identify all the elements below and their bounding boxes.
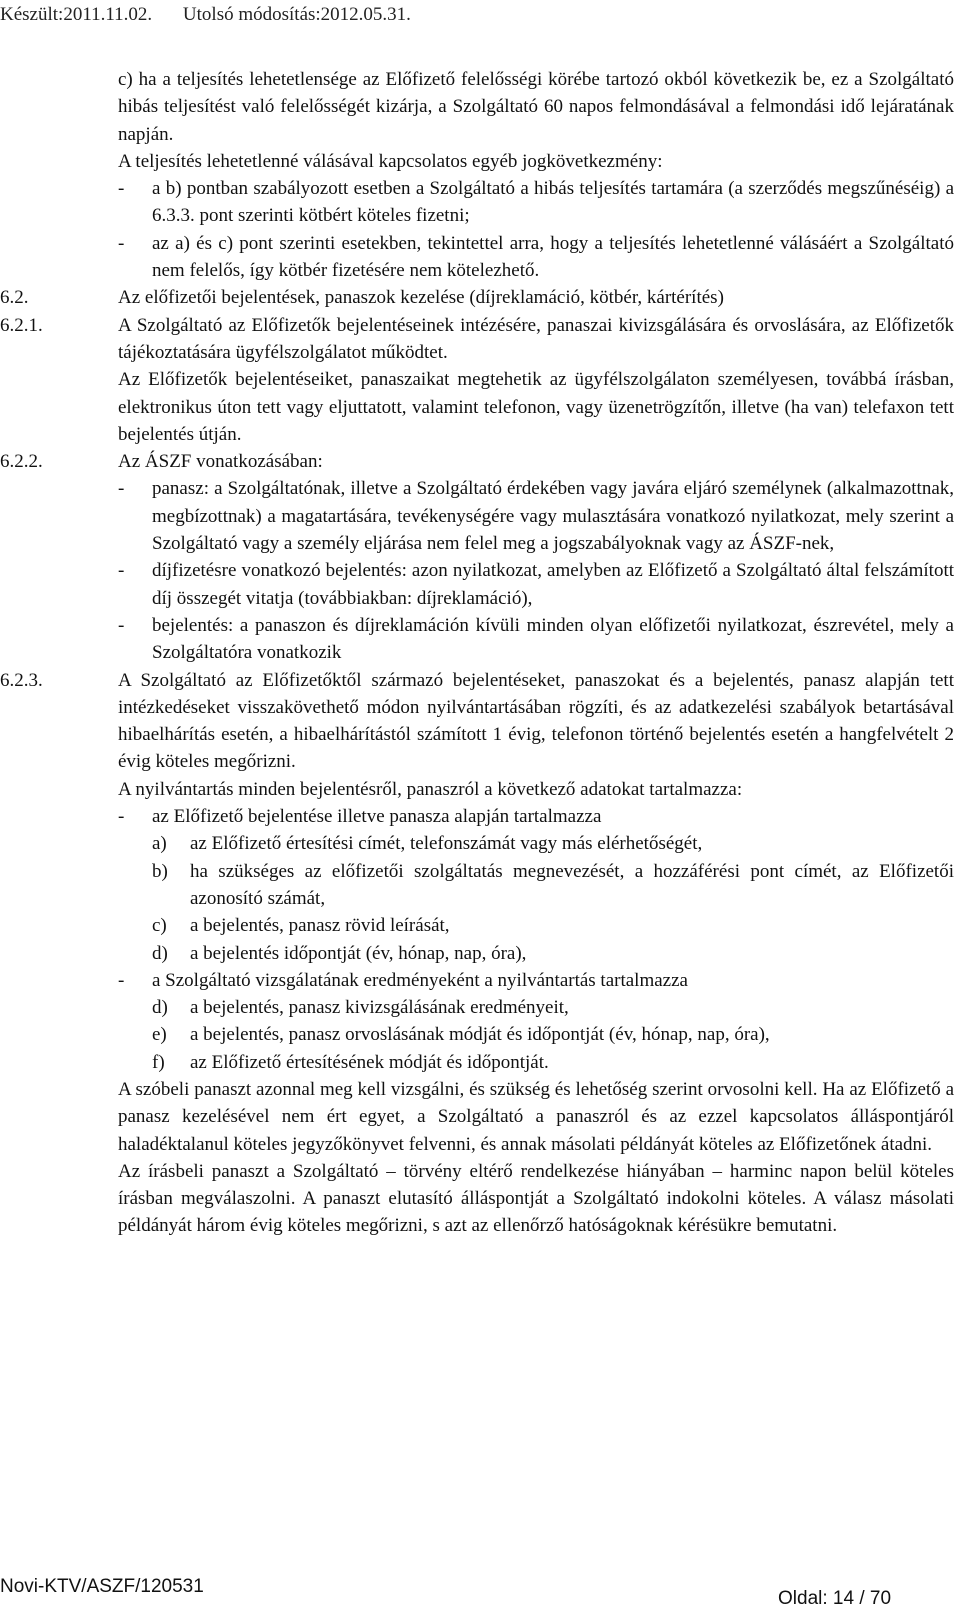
- written-complaint-paragraph: Az írásbeli panaszt a Szolgáltató – törvény eltérő rendelkezése hiányában – harminc napon belül köteles írásban megválaszolni. A panaszt elutasító álláspontját a Szolgáltató indokolni köteles. A válasz másolati példányát három évig köteles megőrizni, s azt az ellenőrző hatóságoknak kérésükre bemutatni.: [118, 1160, 954, 1237]
- section-text: A Szolgáltató az Előfizetőktől származó bejelentéseket, panaszokat és a bejelentés, panasz alapján tett intézkedéseket visszakövethető módon nyilvántartásában rögzíti, és az adatkezelési szabályok betartásával hibaelhárítás esetén, a hibaelhárítástól számított 1 évig, telefonon történő bejelentés esetén a hangfelvételt 2 évig köteles megőrizni.: [118, 669, 954, 773]
- list-item: - a b) pontban szabályozott esetben a Szolgáltató a hibás teljesítés tartamára (a szerződés megszűnéséig) a 6.3.3. pont szerinti kötbért köteles fizetni;: [118, 175, 954, 230]
- section-number: 6.2.3.: [0, 669, 43, 691]
- paragraph-c: c) ha a teljesítés lehetetlensége az Előfizető felelősségi körébe tartozó okból következik be, ez a Szolgáltató hibás teljesítést való felelősségét kizárja, a Szolgáltató 60 napos felmondásával a felmondási idő lejáratának napján.: [118, 69, 954, 145]
- section-number: 6.2.: [0, 287, 29, 309]
- list-item: b) ha szükséges az előfizetői szolgáltatás megnevezését, a hozzáférési pont címét, az Előfizetői azonosító számát,: [152, 860, 954, 909]
- list-item: e) a bejelentés, panasz orvoslásának módját és időpontját (év, hónap, nap, óra),: [152, 1024, 770, 1046]
- section-6-2-2: [0, 448, 954, 475]
- list-item: d) a bejelentés, panasz kivizsgálásának eredményeit,: [152, 997, 569, 1019]
- section-6-2: [0, 284, 954, 311]
- page-header: [0, 4, 437, 26]
- definition-dijreklamacio: díjfizetésre vonatkozó bejelentés: azon nyilatkozat, amelyben az Előfizető a Szolgáltató által felszámított díj összegét vitatja (továbbiakban: díjreklamáció),: [152, 560, 954, 609]
- section-number: 6.2.2.: [0, 451, 43, 473]
- register-group-1: az Előfizető bejelentése illetve panasza alapján tartalmazza: [152, 806, 602, 828]
- section-6-2-3: [0, 667, 954, 776]
- list-item: - panasz: a Szolgáltatónak, illetve a Szolgáltató érdekében vagy javára eljáró személynek (alkalmazottnak, megbízottnak) a magatartására, tevékenységére vagy mulasztására vonatkozó nyilatkozat, mely szerint a Szolgáltató vagy a személy eljárása nem felel meg a jogszabályoknak vagy az ÁSZF-nek,: [118, 475, 954, 557]
- section-text: A Szolgáltató az Előfizetők bejelentéseinek intézésére, panaszai kivizsgálására és orvoslására, az Előfizetők tájékoztatására ügyfélszolgálatot működtet.: [118, 314, 954, 363]
- definition-bejelentes: bejelentés: a panaszon és díjreklamáción kívüli minden olyan előfizetői nyilatkozat, észrevétel, mely a Szolgáltatóra vonatkozik: [152, 614, 954, 664]
- list-item: - az a) és c) pont szerinti esetekben, tekintettel arra, hogy a teljesítés lehetetlenné válásáért a Szolgáltató nem felelős, így kötbér fizetésére nem kötelezhető.: [118, 230, 954, 285]
- list-item: a) az Előfizető értesítési címét, telefonszámát vagy más elérhetőségét,: [152, 833, 703, 855]
- modified-date: Utolsó módosítás:2012.05.31.: [182, 4, 411, 25]
- consequence-intro: A teljesítés lehetetlenné válásával kapcsolatos egyéb jogkövetkezmény:: [118, 150, 663, 172]
- list-item: d) a bejelentés időpontját (év, hónap, nap, óra),: [152, 942, 527, 964]
- list-item: f) az Előfizető értesítésének módját és időpontját.: [152, 1051, 549, 1073]
- created-date: Készült:2011.11.02.: [0, 4, 153, 25]
- oral-complaint-paragraph: A szóbeli panaszt azonnal meg kell vizsgálni, és szükség és lehetőség szerint orvosolni kell. Ha az Előfizető a panasz kezelésével nem ért egyet, a Szolgáltató a panaszról és az ezzel kapcsolatos álláspontjáról haladéktalanul köteles jegyzőkönyvet felvenni, és annak másolati példányát köteles az Előfizetőnek átadni.: [118, 1078, 954, 1155]
- consequence-2: az a) és c) pont szerinti esetekben, tekintettel arra, hogy a teljesítés lehetetlenné válásáért a Szolgáltató nem felelős, így kötbér fizetésére nem kötelezhető.: [152, 232, 954, 282]
- section-number: 6.2.1.: [0, 314, 43, 336]
- definition-panasz: panasz: a Szolgáltatónak, illetve a Szolgáltató érdekében vagy javára eljáró személynek (alkalmazottnak, megbízottnak) a magatartására, tevékenységére vagy mulasztására vonatkozó nyilatkozat, mely szerint a Szolgáltató vagy a személy eljárása nem felel meg a jogszabályoknak vagy az ÁSZF-nek,: [152, 478, 954, 555]
- document-body: [0, 66, 954, 1240]
- page-number: Oldal: 14 / 70: [778, 1588, 892, 1609]
- list-item: c) a bejelentés, panasz rövid leírását,: [152, 915, 450, 937]
- section-text: Az ÁSZF vonatkozásában:: [118, 451, 323, 473]
- section-6-2-1-text2: Az Előfizetők bejelentéseiket, panaszaikat megtehetik az ügyfélszolgálaton személyesen, továbbá írásban, elektronikus úton tett vagy eljuttatott, valamint telefonon, vagy üzenetrögzítőn, illetve (ha van) telefaxon tett bejelentés útján.: [118, 369, 954, 445]
- register-group-2: a Szolgáltató vizsgálatának eredményeként a nyilvántartás tartalmazza: [152, 969, 688, 991]
- register-intro: A nyilvántartás minden bejelentésről, panaszról a következő adatokat tartalmazza:: [118, 778, 743, 800]
- consequence-1: a b) pontban szabályozott esetben a Szolgáltató a hibás teljesítés tartamára (a szerződés megszűnéséig) a 6.3.3. pont szerinti kötbért köteles fizetni;: [152, 178, 954, 227]
- list-item: - a Szolgáltató vizsgálatának eredményeként a nyilvántartás tartalmazza: [118, 967, 954, 994]
- section-6-2-1: [0, 312, 954, 367]
- list-item: - díjfizetésre vonatkozó bejelentés: azon nyilatkozat, amelyben az Előfizető a Szolgáltató által felszámított díj összegét vitatja (továbbiakban: díjreklamáció),: [118, 557, 954, 612]
- document-id: Novi-KTV/ASZF/120531: [0, 1576, 204, 1597]
- list-item: - az Előfizető bejelentése illetve panasza alapján tartalmazza: [118, 803, 954, 830]
- section-title: Az előfizetői bejelentések, panaszok kezelése (díjreklamáció, kötbér, kártérítés): [118, 287, 724, 309]
- list-item: - bejelentés: a panaszon és díjreklamáción kívüli minden olyan előfizetői nyilatkozat, észrevétel, mely a Szolgáltatóra vonatkozik: [118, 612, 954, 667]
